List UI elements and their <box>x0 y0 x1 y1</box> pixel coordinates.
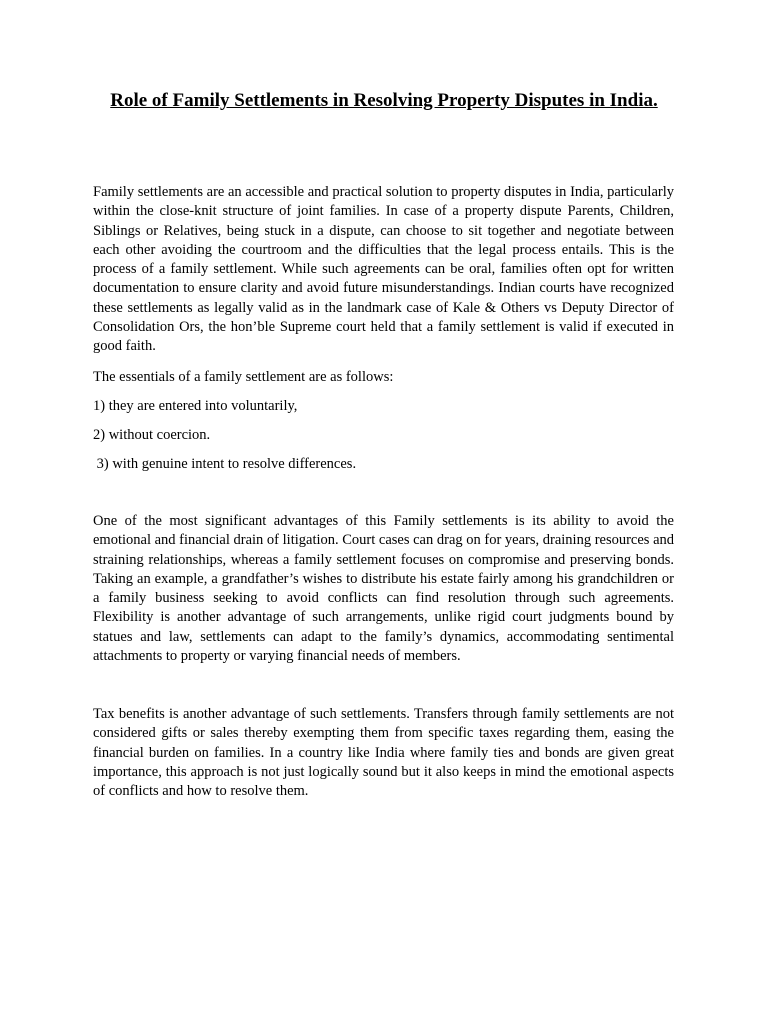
essentials-item-2: 2) without coercion. <box>93 427 211 443</box>
paragraph-advantages: One of the most significant advantages of this Family settlements is its ability to avoid the emotional and financial drain of litigation. Court cases can drag on for years, draining resources and straining relationships, whereas a family settlement focuses on compromise and preserving bonds. Taking an example, a grandfather’s wishes to distribute his estate fairly among his grandchildren or a family business seeking to avoid conflicts can find resolution through such agreements. Flexibility is another advantage of such arrangements, unlike rigid court judgments bound by statues and law, settlements can adapt to the family’s dynamics, accommodating sentimental attachments to property or varying financial needs of members. <box>93 513 675 665</box>
essentials-intro: The essentials of a family settlement are as follows: <box>93 369 394 385</box>
document-title: Role of Family Settlements in Resolving Property Disputes in India. <box>110 90 658 111</box>
essentials-item-1: 1) they are entered into voluntarily, <box>93 398 298 414</box>
paragraph-tax-benefits: Tax benefits is another advantage of such settlements. Transfers through family settlements are not considered gifts or sales thereby exempting them from specific taxes regarding them, easing the financial burden on families. In a country like India where family ties and bonds are given great importance, this approach is not just logically sound but it also keeps in mind the emotional aspects of conflicts and how to resolve them. <box>93 706 674 800</box>
essentials-item-3: 3) with genuine intent to resolve differences. <box>93 456 357 472</box>
paragraph-introduction: Family settlements are an accessible and practical solution to property disputes in India, particularly within the close-knit structure of joint families. In case of a property dispute Parents, Children, Siblings or Relatives, being stuck in a dispute, can choose to sit together and negotiate between each other avoiding the courtroom and the difficulties that the legal process entails. This is the process of a family settlement. While such agreements can be oral, families often opt for written documentation to ensure clarity and avoid future misunderstandings. Indian courts have recognized these settlements as legally valid as in the landmark case of Kale & Others vs Deputy Director of Consolidation Ors, the hon’ble Supreme court held that a family settlement is valid if executed in good faith. <box>93 184 674 355</box>
